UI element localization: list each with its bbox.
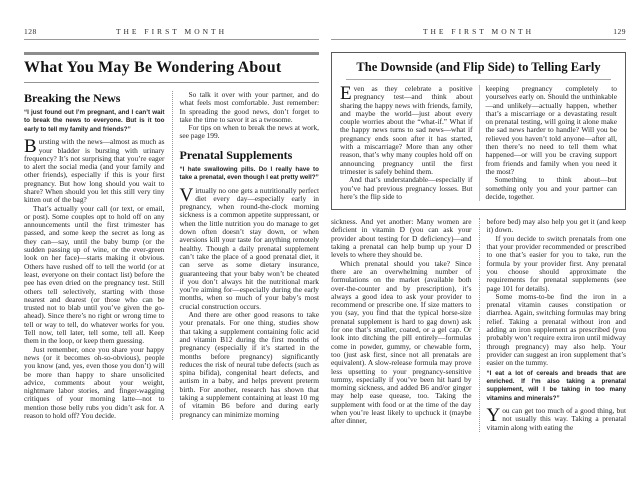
body-paragraph: And that’s understandable—especially if you’ve had previous pregnancy losses. But here’s the flip side to [340, 175, 473, 201]
body-paragraph: Something to think about—but something only you and your partner can decide, together. [485, 175, 617, 201]
section-title: What You May Be Wondering About [24, 59, 282, 76]
body-paragraph: So talk it over with your partner, and do what feels most comfortable. Just remember: In spreading the good news, don’t forget to take the time to savor it as a twosome. [179, 90, 319, 124]
right-page-columns [331, 218, 626, 432]
paragraph-text: ou can get too much of a good thing, but not usually this way. Taking a prenatal vitamin along with eating the [486, 406, 626, 432]
reader-question-prenatal: “I hate swallowing pills. Do I really have to take a prenatal, even though I eat pretty well?” [179, 165, 319, 182]
paragraph-text: irtually no one gets a nutritionally perfect diet every day—especially early in pregnancy, when round-the-clock morning sickness is a common appetite suppressant, or when the little nutrition you do manage to get down often doesn’t stay down, or when aversions kill your taste for anything remotely healthy. Though a daily prenatal supplement can’t take the place of a good prenatal diet, it can serve as some dietary insurance, guaranteeing that your baby won’t be cheated if you don’t always hit the nutritional mark you’re aiming for—especially during the early months, when so much of your baby’s most crucial construction occurs. [179, 185, 319, 311]
right-page-column-1 [331, 218, 479, 432]
heading-breaking-the-news: Breaking the News [24, 91, 121, 105]
body-paragraph: That’s actually your call (or text, or email, or post). Some couples opt to hold off on any announcements until the first trimester has passed, and some keep the secret as long as they can—say, until the baby bump (or the sudden passing up of wine, or the ever-green look on her face)—starts making it obvious. Others have rushed off to tell the world (or at least, everyone on their contact list) before the pee has even dried on the pregnancy test. Still others tell selectively, starting with those nearest and dearest (or those who can be trusted not to blab until you’ve given the go-ahead). Since there’s no right or wrong time to tell or way to tell, do whatever works for you. Tell now, tell later, tell some, tell all. Keep them in the loop, or keep them guessing. [24, 203, 165, 346]
body-paragraph [179, 184, 320, 311]
reader-question-breaking-news: “I just found out I’m pregnant, and I can’t wait to break the news to everyone. But is it too early to tell my family and friends?” [24, 109, 165, 133]
section-title-block [24, 52, 319, 83]
page-128 [24, 0, 319, 480]
box-column-1 [340, 85, 479, 201]
body-paragraph: And there are other good reasons to take your prenatals. For one thing, studies show that taking a supplement containing folic acid and vitamin B12 during the first months of pregnancy (especially if it’s started in the months before pregnancy) significantly reduces the risk of neural tube defects (such as spina bifida), congenital heart defects, and autism in a baby, and helps prevent preterm birth. For another, research has shown that taking a supplement containing at least 10 mg of vitamin B6 before and during early pregnancy can minimize morning [179, 310, 319, 419]
body-paragraph: Which prenatal should you take? Since there are an overwhelming number of formulations on the market (available both over-the-counter and by prescription), it’s always a good idea to ask your provider to recommend or prescribe one. If size matters to you (say, you find that the typical horse-size prenatal supplement is hard to gag down) ask for one that’s smaller, coated, or a gel cap. Or look into ditching the pill entirely—formulas come in powder, gummy, or chewable form, too (just ask first, since not all prenatals are equivalent). A slow-release formula may prove less upsetting to your pregnancy-sensitive tummy, especially if you’ve been hit hard by morning sickness, and added B6 and/or ginger may help ease quease, too. Taking the supplement with food or at the time of the day when you’re least likely to upchuck it (maybe after dinner, [331, 258, 472, 426]
left-page-column-1 [24, 91, 172, 420]
body-paragraph: For tips on when to break the news at work, see page 199. [179, 123, 319, 141]
page-number-128: 128 [24, 27, 37, 36]
heading-prenatal-supplements: Prenatal Supplements [179, 147, 293, 162]
reader-question-vitamins: “I eat a lot of cereals and breads that are enriched. If I’m also taking a prenatal supplement, will I be taking in too many vitamins and minerals?” [486, 369, 626, 402]
left-page-column-2 [172, 91, 320, 420]
body-paragraph: Just remember, once you share your happy news (or it becomes oh-so-obvious), people you know (and, yes, even those you don’t) will be more than happy to share unsolicited advice, comments about your weight, nightmare labor stories, and finger-wagging critiques of your morning latte—not to mention those belly rubs you didn’t ask for. A reason to hold off? You decide. [24, 344, 165, 421]
box-columns [340, 85, 617, 201]
running-head-right: THE FIRST MONTH [422, 27, 535, 36]
box-column-2 [479, 85, 618, 201]
page-number-129: 129 [613, 27, 626, 36]
box-title: The Downside (and Flip Side) to Telling Early [346, 60, 611, 80]
page-129 [331, 0, 626, 480]
page-128-header [24, 27, 319, 40]
body-paragraph: keeping pregnancy completely to yourselves early on. Should the unthinkable—and unlikely—actually happen, whether that’s a miscarriage or a devastating result on prenatal testing, will going it alone make the sad news harder to handle? Will you be relieved you haven’t told anyone—after all, then there’s no need to tell them what happened—or will you be craving support from friends and family when you need it the most? [485, 84, 617, 176]
body-paragraph [24, 138, 165, 204]
page-129-header [331, 27, 626, 40]
paragraph-text: ven as they celebrate a positive pregnancy test—and think about sharing the happy news with friends, family, and maybe the world—just about every couple worries about the “what-if.” What if the happy news turns to sad news—what if pregnancy ends soon after it has started, with a miscarriage? More than any other reason, that’s why many couples hold off on announcing pregnancy until the first trimester is safely behind them. [340, 84, 473, 176]
body-paragraph [487, 407, 627, 432]
body-paragraph: before bed) may also help you get it (and keep it) down. [486, 217, 626, 235]
body-paragraph [340, 85, 473, 176]
body-paragraph: If you decide to switch prenatals from one that your provider recommended or prescribed to one that’s easier for you to take, run the formula by your provider first. Any prenatal you choose should approximate the requirements for prenatal supplements (see page 101 for details). [486, 233, 626, 293]
running-head-left: THE FIRST MONTH [115, 27, 228, 36]
left-page-columns [24, 91, 319, 420]
body-paragraph: Some moms-to-be find the iron in a prenatal vitamin causes constipation or diarrhea. Again, switching formulas may bring relief. Taking a prenatal without iron and adding an iron supplement as prescribed (you probably won’t require extra iron until midway through pregnancy) may also help. Your provider can suggest an iron supplement that’s easier on the tummy. [486, 291, 626, 368]
paragraph-text: ursting with the news—almost as much as your bladder is bursting with urinary frequency? It’s not surprising that you’re eager to alert the social media (and your family and other friends), especially if this is your first pregnancy. But how long should you wait to share? When should you let this still very tiny kitten out of the bag? [24, 137, 165, 205]
drop-cap-v: V [179, 184, 194, 206]
drop-cap-e: E [340, 83, 352, 104]
drop-cap-b: B [24, 136, 37, 158]
drop-cap-y: Y [486, 405, 501, 427]
sidebar-box-telling-early [331, 52, 626, 210]
body-paragraph: sickness. And yet another: Many women are deficient in vitamin D (you can ask your provider about testing for D deficiency)—and taking a prenatal can help bump up your D levels to where they should be. [331, 217, 472, 260]
right-page-column-2 [479, 218, 627, 432]
